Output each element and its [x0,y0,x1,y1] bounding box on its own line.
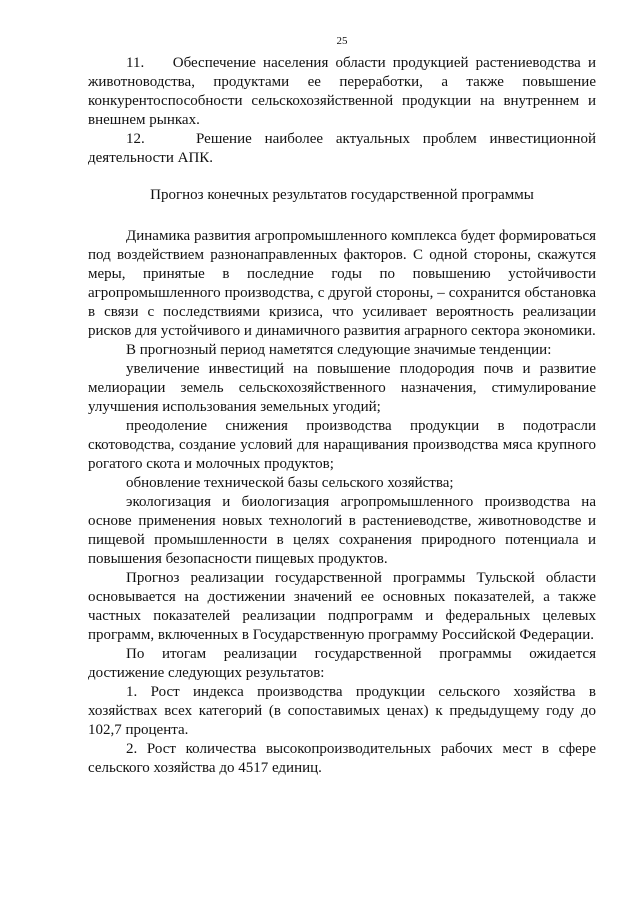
page-number: 25 [336,35,348,47]
trend-investments: увеличение инвестиций на повышение плодородия почв и развитие мелиорации земель сельскохозяйственного назначения, стимулирование улучшения использования земельных угодий; [88,361,596,415]
paragraph-trends-intro: В прогнозный период наметятся следующие значимые тенденции: [126,342,552,358]
trend-livestock: преодоление снижения производства продукции в подотрасли скотоводства, создание условий для наращивания производства мяса крупного рогатого скота и молочных продуктов; [88,418,596,472]
result-item-2: 2. Рост количества высокопроизводительных рабочих мест в сфере сельского хозяйства до 4517 единиц. [88,741,596,776]
paragraph-dynamics: Динамика развития агропромышленного комплекса будет формироваться под воздействием разнонаправленных факторов. С одной стороны, скажутся меры, принятые в последние годы по повышению устойчивости агропромышленного производства, с другой стороны, – сохранится обстановка в связи с последствиями кризиса, что усиливает вероятность реализации рисков для устойчивого и динамичного развития аграрного сектора экономики. [88,228,596,339]
list-item-12: 12. Решение наиболее актуальных проблем инвестиционной деятельности АПК. [88,131,596,166]
document-page [88,34,596,778]
list-item-11: 11. Обеспечение населения области продукцией растениеводства и животноводства, продуктами ее переработки, а также повышение конкурентоспособности сельскохозяйственной продукции на внутреннем и внешнем рынках. [88,55,596,128]
trend-ecologization: экологизация и биологизация агропромышленного производства на основе применения новых технологий в растениеводстве, животноводстве и пищевой промышленности в целях сохранения природного потенциала и повышения безопасности пищевых продуктов. [88,494,596,567]
paragraph-results-intro: По итогам реализации государственной программы ожидается достижение следующих результатов: [88,646,596,681]
section-heading: Прогноз конечных результатов государственной программы [150,187,534,203]
trend-technical-base: обновление технической базы сельского хозяйства; [126,475,454,491]
paragraph-forecast: Прогноз реализации государственной программы Тульской области основывается на достижении значений ее основных показателей, а также частных показателей реализации подпрограмм и федеральных целевых программ, включенных в Государственную программу Российской Федерации. [88,570,596,643]
result-item-1: 1. Рост индекса производства продукции сельского хозяйства в хозяйствах всех категорий (в сопоставимых ценах) к предыдущему году до 102,7 процента. [88,684,596,738]
